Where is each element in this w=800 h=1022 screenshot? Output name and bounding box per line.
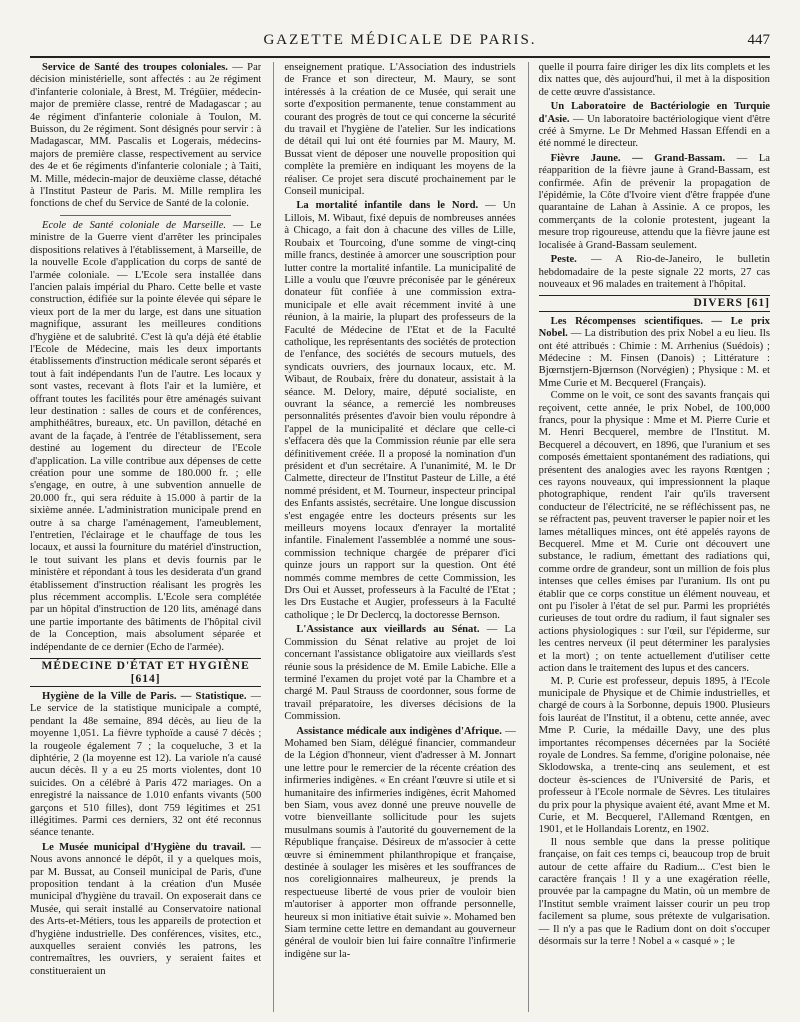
article-text: — Un Lillois, M. Wibaut, fixé depuis de nombreuses années à Chicago, a fait don à chacune des villes de Lille, Roubaix et Tourcoing, d'une somme de vingt-cinq mille francs, destinée à amorcer une souscription pour lutter contre la mortalité infantile. La municipalité de Lille a voulu que l'œuvre préconisée par le généreux donateur fût confiée à une commission extra-municipale et elle avait récemment invité à une réunion, à la mairie, la plupart des professeurs de la Faculté de Médecine de l'Etat et de la Faculté catholique, les représentants des sociétés de protection de l'enfance, des sociétés de secours mutuels, des syndicats ouvriers, des journaux locaux, etc. M. Wibaut, de Roubaix, frère du donateur, assistait à la séance. M. Delory, maire, député socialiste, en ouvrant la séance, a remercié les nombreuses personnalités présentes d'avoir bien voulu répondre à l'appel de la municipalité et déclare que celle-ci s'effacera dès que la Commission réunie par elle sera définitivement créée. Il a proposé la nomination d'un président et d'un secrétaire. A l'unanimité, M. le Dr Calmette, directeur de l'Institut Pasteur de Lille, a été nommé président, et M. Tourneur, inspecteur principal des Enfants assistés, secrétaire. Une longue discussion s'est engagée entre les docteurs présents sur les meilleurs moyens locaux d'enrayer la mortalité infantile. Finalement l'assemblée a nommé une sous-commission technique chargée de préparer d'ici quinze jours un rapport sur la question. Ont été nommés comme membres de cette Commission, les Drs Oui et Ausset, professeurs à la Faculté de l'Etat ; les Drs Eustache et Augier, professeurs à la Faculté catholique ; le Dr Declercq, la doctoresse Bernson. [284, 200, 516, 621]
article-heading: Service de Santé des troupes coloniales. [42, 62, 228, 73]
article-musee-continued [284, 62, 515, 198]
column-3 [528, 62, 770, 1012]
article-heading: Le Musée municipal d'Hygiène du travail. [42, 841, 246, 853]
article-hygiene-paris [30, 691, 261, 840]
article-fievre-jaune [539, 153, 770, 252]
page-header [30, 30, 770, 58]
article-heading: La mortalité infantile dans le Nord. [296, 200, 479, 212]
article-peste [539, 254, 770, 291]
article-mortalite-infantile [284, 200, 515, 622]
article-text: — A Rio-de-Janeiro, le bulletin hebdomadaire de la peste signale 22 morts, 27 cas nouveaux et 96 malades en traitement à l'hôpital. [538, 254, 770, 290]
article-text: — Le ministre de la Guerre vient d'arrêter les principales dispositions relatives à l'établissement, à Marseille, de la nouvelle Ecole d'application du corps de santé de l'armée coloniale. — L'Ecole sera installée dans l'ancien palais impérial du Pharo. Cette belle et vaste construction, édifiée sur la pointe élevée qui sépare le vieux port de la mer du large, est dans une situation magnifique, assurant les meilleures conditions d'hygiène et de salubrité. C'est là qu'a déjà été établie l'Ecole de Médecine, mais les deux importants établissements d'instruction médicale seront séparés et tout à fait indépendants l'un de l'autre. Les locaux y sont vastes, recevant à flots l'air et la lumière, et offrant toutes les facilités pour être aménagés suivant leur destination : salles de cours et de conférences, amphithéâtres, bureaux, etc. Un pavillon, détaché en avant de la façade, à l'entrée de l'établissement, sera destiné au logement du directeur de l'Ecole d'application. La ville contribue aux dépenses de cette création pour une somme de 180.000 fr. ; elle s'engage, en outre, à une subvention annuelle de 20.000 fr., qui sera réduite à 15.000 à partir de la sixième année. L'administration municipale prend en outre à sa charge l'aménagement, l'ameublement, l'entretien, l'éclairage et le chauffage de tous les locaux, et aussi la fourniture du matériel d'instruction, le tout suivant les plans et devis fournis par le ministère et répondant à tous les desiderata d'un grand établissement d'instruction réalisant les progrès les plus récemment accomplis. L'Ecole sera complétée par un hôpital d'instruction de 120 lits, aménagé dans une partie importante des bâtiments de l'hôpital civil de la Conception, mais absolument séparée et indépendante de ce dernier (Echo de l'armée). [30, 219, 262, 653]
article-text: quelle il pourra faire diriger les dix lits complets et les dix nattes que, dès aujourd'hui, il met à la disposition de cette œuvre d'assistance. [538, 62, 770, 98]
article-heading: Ecole de Santé coloniale de Marseille. [42, 219, 227, 231]
article-heading: Peste. [550, 254, 577, 266]
article-service-sante [30, 62, 261, 211]
article-heading: L'Assistance aux vieillards au Sénat. [296, 624, 480, 636]
article-text: — Le service de la statistique municipale a compté, pendant la 48e semaine, 894 décès, au lieu de la moyenne 1,051. La fièvre typhoïde a causé 7 décès ; la rougeole également 7 ; la coqueluche, 3 et la diphtérie, 2 (la moyenne est 12). La variole n'a causé aucun décès. Il y a eu 25 morts violentes, dont 10 suicides. On a célébré à Paris 472 mariages. On a enregistré la naissance de 1.010 enfants vivants (500 garçons et 510 filles), dont 759 légitimes et 251 illégitimes. Parmi ces derniers, 32 ont été reconnus séance tenante. [30, 690, 262, 839]
article-musee-hygiene [30, 842, 261, 978]
article-text: — Mohamed ben Siam, délégué financier, commandeur de la Légion d'honneur, vient d'adresser à M. Jonnart une lettre pour le remercier de la récente création des infirmeries indigènes. « En créant l'œuvre si utile et si humanitaire des infirmeries indigènes, écrit Mahomed ben Siam, vous avez donné une preuve nouvelle de votre bienveillante sollicitude pour les sujets musulmans soumis à l'autorité du gouvernement de la République française. Désireux de m'associer à cette œuvre si éminemment philanthropique et française, destinée à soulager les misères et les souffrances de nos coreligionnaires malheureux, je prends la respectueuse liberté de vous prier de vouloir bien m'autoriser à apporter mon offrande personnelle, heureux si mon initiative était suivie ». Mohamed ben Siam termine cette lettre en demandant au gouverneur général de vouloir bien lui faire connaître l'infirmerie indigène sur la- [284, 725, 516, 960]
article-text: — Par décision ministérielle, sont affectés : au 2e régiment d'infanterie coloniale, à Brest, M. Trégüier, médecin-major de première classe, rentré de Madagascar ; au 4e régiment d'infanterie coloniale à Toulon, M. Buisson, du 2e régiment. Sont désignés pour servir : à Madagascar, MM. Pascalis et Logerais, médecins-majors de première classe, respectivement au service des 4e et 6e régiments d'infanterie coloniale ; à Taiti, M. Mille, médecin-major de deuxième classe, détaché à l'Institut Pasteur de Paris. M. Mille remplira les fonctions de chef du Service de Santé de la colonie. [30, 62, 262, 210]
article-text: — La réapparition de la fièvre jaune à Grand-Bassam, est confirmée. Afin de prévenir la propagation de l'épidémie, la Côte d'Ivoire vient d'être frappée d'une quarantaine de Lahan à Assinie. A ce propos, les commerçants de la colonie protestent, jugeant la mesure trop rigoureuse, attendu que la fièvre jaune est localisée à Grand-Bassam seulement. [538, 152, 770, 251]
article-heading: Un Laboratoire de Bactériologie en Turquie d'Asie. [538, 101, 770, 125]
article-heading: Les Récompenses scientifiques. — Le prix Nobel. [538, 315, 770, 340]
article-heading: Assistance médicale aux indigènes d'Afrique. [296, 725, 502, 737]
article-text: enseignement pratique. L'Association des industriels de France et son directeur, M. Maury, se sont intéressés à la création de ce Musée, qui serait une sorte d'exposition permanente, tenue constamment au courant des progrès de tout ce qui concerne la sécurité du travail et l'hygiène de l'atelier. Sur les indications de détail qui lui ont été fournies par M. Maury, M. Bussat vient de déposer une nouvelle proposition qui complète la première en indiquant les moyens de la réaliser. Ce projet sera discuté prochainement par le Conseil municipal. [284, 62, 516, 198]
article-paragraph: M. P. Curie est professeur, depuis 1895, à l'Ecole municipale de Physique et de Chimie industrielles, et chargé de cours à la Sorbonne, depuis 1900. Plusieurs fois lauréat de l'Institut, il a obtenu, cette année, avec Mme P. Curie, la médaille Davy, une des plus importantes récompenses décernées par la Société royale de Londres. Sa femme, d'origine polonaise, née Sklodowska, a trente-cinq ans seulement, et est docteur ès-sciences de l'Université de Paris, et professeur à l'Ecole normale de Sèvres. Les titulaires du prix pour la physique avaient été, avant Mme et M. Curie, et M. Becquerel, l'Allemand Rœntgen, en 1901, et le Hollandais Lorentz, en 1902. [538, 675, 770, 836]
separator [60, 215, 231, 216]
article-text: — Nous avons annoncé le dépôt, il y a quelques mois, par M. Bussat, au Conseil municipal de Paris, d'une proposition tendant à la création d'un Musée municipal d'hygiène du travail. On exposerait dans ce Musée, qui serait installé au Conservatoire national des Arts-et-Métiers, tous les appareils de protection et d'hygiène industrielle. Des conférences, visites, etc., auxquelles seraient conviés les patrons, les contremaîtres, les ouvriers, y seraient faites et constitueraient un [30, 841, 262, 977]
article-ecole-sante [30, 220, 261, 654]
section-heading: MÉDECINE D'ÉTAT ET HYGIÈNE [614] [30, 658, 261, 687]
article-heading: Hygiène de la Ville de Paris. — Statistique. [42, 690, 247, 702]
page-title: GAZETTE MÉDICALE DE PARIS. [263, 32, 537, 48]
article-assistance-indigenes [284, 726, 515, 962]
article-text: — Un laboratoire bactériologique vient d'être créé à Smyrne. Le Dr Mehmed Hassan Effendi en a été nommé le directeur. [538, 113, 770, 150]
article-prix-nobel [539, 316, 770, 949]
article-columns [30, 62, 770, 1012]
article-heading: Fièvre Jaune. — Grand-Bassam. [550, 152, 726, 164]
column-1 [30, 62, 261, 1012]
article-assistance-vieillards [284, 624, 515, 723]
article-indigenes-continued [539, 62, 770, 99]
section-heading: DIVERS [61] [539, 295, 770, 311]
article-text: — La Commission du Sénat relative au projet de loi concernant l'assistance obligatoire aux vieillards s'est réunie sous la présidence de M. Emile Labiche. Elle a terminé l'examen du projet voté par la Chambre et a chargé M. Paul Strauss de coordonner, sous forme de travail préparatoire, les diverses décisions de la Commission. [284, 624, 516, 723]
article-laboratoire-turquie [539, 101, 770, 151]
article-paragraph: Il nous semble que dans la presse politique française, on fait ces temps ci, beaucoup trop de bruit autour de cette affaire du Radium... C'est bien le caractère français ! Il y a une exagération réelle, prouvée par la campagne du Matin, où un membre de l'Institut semble vraiment laisser courir un peu trop facilement sa plume, sous prétexte de vulgarisation. — Il n'y a pas que le Radium dont on doit s'occuper désormais sur la terre ! Nobel a « casqué » ; le [538, 836, 770, 948]
article-paragraph: Comme on le voit, ce sont des savants français qui reçoivent, cette année, le prix Nobel, de 100,000 francs, pour la physique : Mme et M. Pierre Curie et M. Henri Becquerel, membre de l'Institut. M. Becquerel a découvert, en 1896, que l'uranium et ses composés émettaient spontanément des radiations, qui présentent des analogies avec les rayons Rœntgen ; ces rayons nouveaux, qui impressionnent la plaque photographique, rendent l'air qu'ils traversent conducteur de l'électricité, ne se réfléchissent pas, ne se réfractent pas, peuvent traverser le papier noir et les lames métalliques minces, ont été appelés rayons de Becquerel. Mme et M. Curie ont découvert une substance, le radium, émettant des radiations qui, comme ordre de grandeur, sont un million de fois plus intenses que celles émises par l'uranium. Ils ont pu établir que ce corps constitue un élément nouveau, et ont pu l'isoler à l'état de sel pur. Parmi les propriétés curieuses de tout ordre du radium, il faut signaler ses actions physiologiques : sur l'œil, sur l'épiderme, sur les centres nerveux (il peut déterminer les paralysies et la mort) ; on tente actuellement d'utiliser cette action dans le traitement des lupus et des cancers. [538, 390, 770, 675]
article-text: — La distribution des prix Nobel a eu lieu. Ils ont été attribués : Chimie : M. Arrhenius (Suédois) ; Médecine : M. Finsen (Danois) ; Littérature : Bjœrnstjern-Bjœrnson (Norvégien) ; Physique : M. et Mme Curie et M. Becquerel (Français). [538, 328, 770, 389]
page-number: 447 [747, 32, 770, 48]
column-2 [273, 62, 515, 1012]
